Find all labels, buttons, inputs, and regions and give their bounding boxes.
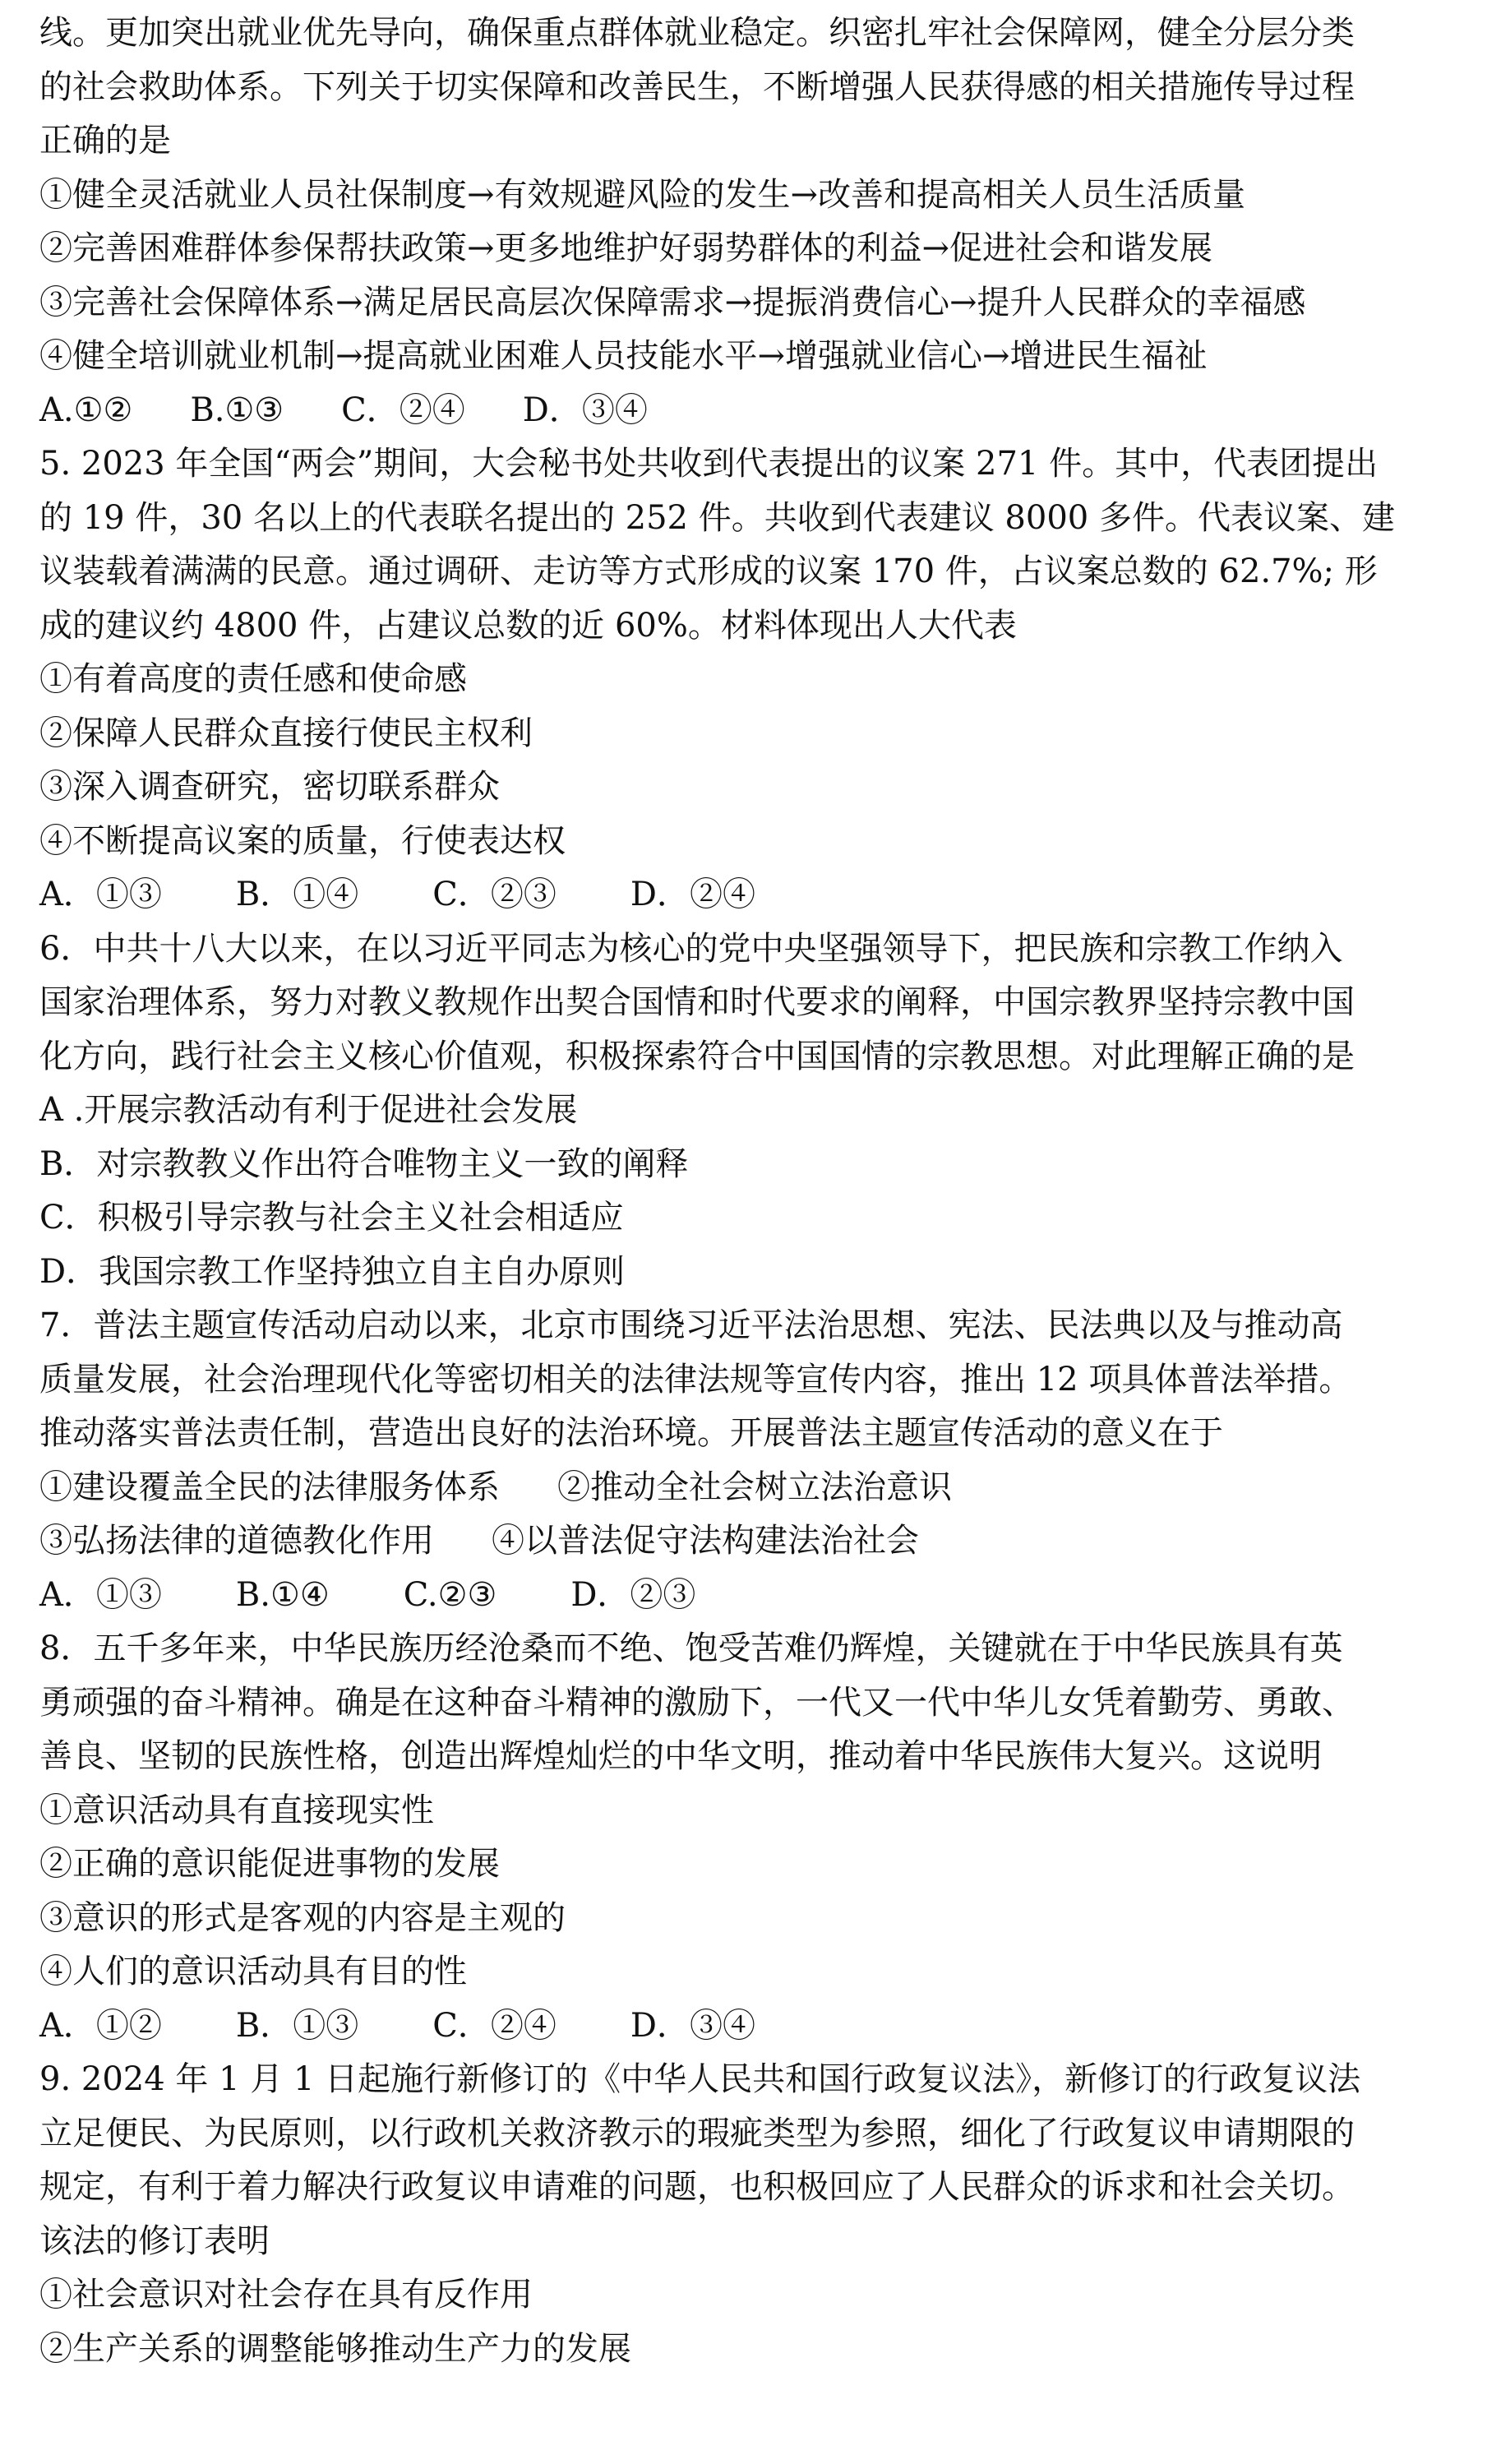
question-stem-line: 勇顽强的奋斗精神。确是在这种奋斗精神的激励下，一代又一代中华儿女凭着勤劳、勇敢、 <box>39 1683 1355 1722</box>
option-d: D．③④ <box>630 2006 755 2045</box>
option-d: D．②③ <box>570 1575 696 1614</box>
choice-b: B．对宗教教义作出符合唯物主义一致的阐释 <box>39 1144 689 1183</box>
statement-item: ②保障人民群众直接行使民主权利 <box>39 714 533 752</box>
question-stem-line: 的社会救助体系。下列关于切实保障和改善民生，不断增强人民获得感的相关措施传导过程 <box>39 67 1355 106</box>
question-stem-line: 5. 2023 年全国“两会”期间，大会秘书处共收到代表提出的议案 271 件。其中，代表团提出 <box>39 445 1379 483</box>
statement-item: ④人们的意识活动具有目的性 <box>39 1953 467 1990</box>
statement-item: ③完善社会保障体系→满足居民高层次保障需求→提振消费信心→提升人民群众的幸福感 <box>39 283 1306 321</box>
statement-item: ①社会意识对社会存在具有反作用 <box>39 2276 533 2314</box>
option-c: C．②④ <box>341 391 465 429</box>
question-5 <box>39 437 1470 922</box>
statement-item: ②推动全社会树立法治意识 <box>557 1468 952 1506</box>
question-stem-line: 化方向，践行社会主义核心价值观，积极探索符合中国国情的宗教思想。对此理解正确的是 <box>39 1037 1355 1075</box>
option-a: A．①③ <box>39 1575 162 1614</box>
option-c: C.②③ <box>403 1575 497 1614</box>
statement-item: ②正确的意识能促进事物的发展 <box>39 1845 500 1883</box>
option-b: B．①③ <box>235 2006 359 2045</box>
option-a: A．①③ <box>39 876 162 913</box>
option-c: C．②③ <box>432 876 557 913</box>
question-6 <box>39 922 1470 1300</box>
statement-row <box>39 1461 1470 1515</box>
option-d: D．②④ <box>630 876 755 913</box>
question-stem-line: 该法的修订表明 <box>39 2221 270 2260</box>
option-b: B.①③ <box>190 391 284 429</box>
statement-item: ①有着高度的责任感和使命感 <box>39 660 467 698</box>
question-stem-line: 6．中共十八大以来，在以习近平同志为核心的党中央坚强领导下，把民族和宗教工作纳入 <box>39 929 1343 968</box>
question-stem-line: 国家治理体系，努力对教义教规作出契合国情和时代要求的阐释，中国宗教界坚持宗教中国 <box>39 983 1355 1021</box>
choice-a: A .开展宗教活动有利于促进社会发展 <box>39 1091 578 1129</box>
statement-item: ①意识活动具有直接现实性 <box>39 1791 434 1829</box>
answer-options <box>39 868 1470 922</box>
question-stem-line: 成的建议约 4800 件，占建议总数的近 60%。材料体现出人大代表 <box>39 606 1017 645</box>
exam-page <box>39 7 1470 2376</box>
statement-item: ④健全培训就业机制→提高就业困难人员技能水平→增强就业信心→增进民生福祉 <box>39 337 1208 375</box>
answer-options <box>39 1569 1470 1623</box>
question-4 <box>39 7 1470 437</box>
question-9 <box>39 2053 1470 2376</box>
answer-options <box>39 1999 1470 2054</box>
question-stem-line: 线。更加突出就业优先导向，确保重点群体就业稳定。织密扎牢社会保障网，健全分层分类 <box>39 14 1355 52</box>
question-stem-line: 质量发展，社会治理现代化等密切相关的法律法规等宣传内容，推出 12 项具体普法举措。 <box>39 1360 1352 1398</box>
option-a: A.①② <box>39 391 133 429</box>
answer-options <box>39 384 1470 438</box>
choice-c: C．积极引导宗教与社会主义社会相适应 <box>39 1199 624 1237</box>
question-stem-line: 8．五千多年来，中华民族历经沧桑而不绝、饱受苦难仍辉煌，关键就在于中华民族具有英 <box>39 1630 1343 1667</box>
statement-item: ③意识的形式是客观的内容是主观的 <box>39 1898 566 1937</box>
question-8 <box>39 1622 1470 2053</box>
statement-item: ③深入调查研究，密切联系群众 <box>39 768 500 806</box>
option-a: A．①② <box>39 2006 162 2045</box>
statement-item: ②生产关系的调整能够推动生产力的发展 <box>39 2329 631 2368</box>
question-stem-line: 善良、坚韧的民族性格，创造出辉煌灿烂的中华文明，推动着中华民族伟大复兴。这说明 <box>39 1737 1322 1775</box>
question-7 <box>39 1299 1470 1622</box>
question-stem-line: 的 19 件，30 名以上的代表联名提出的 252 件。共收到代表建议 8000 多件。代表议案、建 <box>39 498 1395 537</box>
statement-item: ④不断提高议案的质量，行使表达权 <box>39 821 566 860</box>
statement-item: ③弘扬法律的道德教化作用 <box>39 1522 434 1560</box>
option-c: C．②④ <box>432 2006 557 2045</box>
question-stem-line: 规定，有利于着力解决行政复议申请难的问题，也积极回应了人民群众的诉求和社会关切。 <box>39 2168 1355 2206</box>
option-b: B．①④ <box>235 876 359 913</box>
statement-item: ①建设覆盖全民的法律服务体系 <box>39 1468 500 1506</box>
question-stem-line: 7．普法主题宣传活动启动以来，北京市围绕习近平法治思想、宪法、民法典以及与推动高 <box>39 1306 1343 1344</box>
question-stem-line: 议装载着满满的民意。通过调研、走访等方式形成的议案 170 件，占议案总数的 62.7%; 形 <box>39 552 1378 590</box>
statement-item: ①健全灵活就业人员社保制度→有效规避风险的发生→改善和提高相关人员生活质量 <box>39 175 1246 214</box>
statement-row <box>39 1514 1470 1569</box>
choice-d: D．我国宗教工作坚持独立自主自办原则 <box>39 1252 626 1291</box>
question-stem-line: 9. 2024 年 1 月 1 日起施行新修订的《中华人民共和国行政复议法》，新修订的行政复议法 <box>39 2060 1361 2098</box>
question-stem-line: 立足便民、为民原则，以行政机关救济教示的瑕疵类型为参照，细化了行政复议申请期限的 <box>39 2114 1355 2152</box>
statement-item: ②完善困难群体参保帮扶政策→更多地维护好弱势群体的利益→促进社会和谐发展 <box>39 229 1213 267</box>
statement-item: ④以普法促守法构建法治社会 <box>492 1522 919 1560</box>
option-b: B.①④ <box>235 1575 330 1614</box>
option-d: D．③④ <box>522 391 648 429</box>
question-stem-line: 推动落实普法责任制，营造出良好的法治环境。开展普法主题宣传活动的意义在于 <box>39 1414 1223 1452</box>
question-stem-line: 正确的是 <box>39 122 171 159</box>
